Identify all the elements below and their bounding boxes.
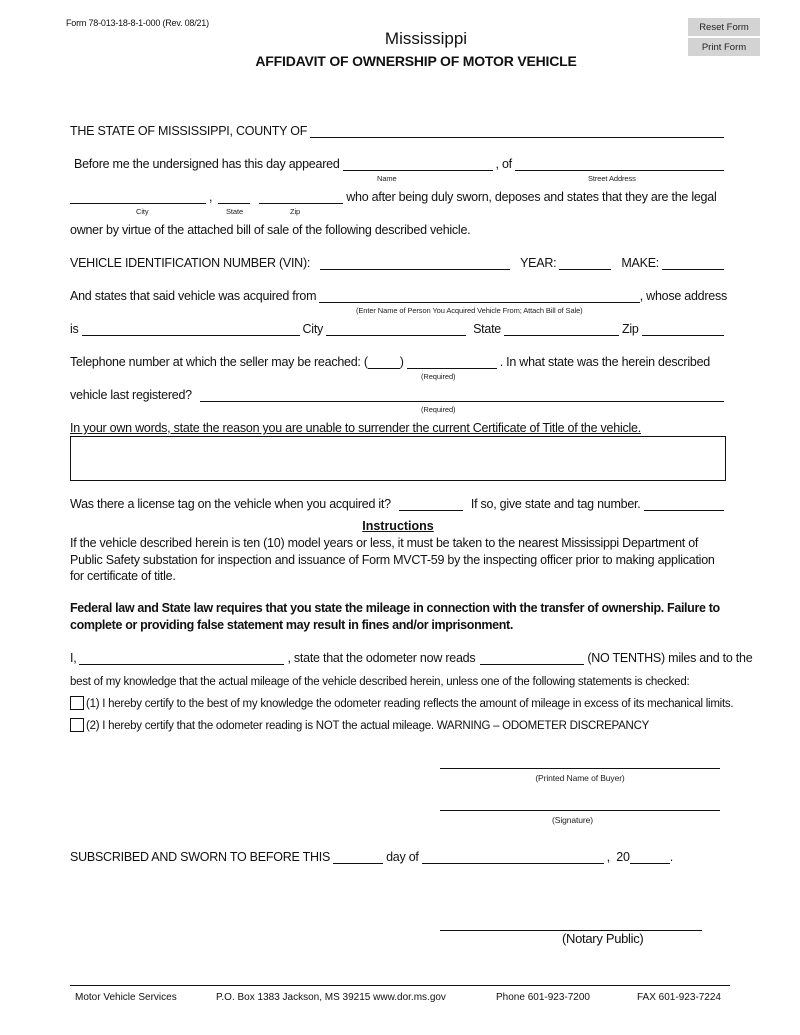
acquired-hint: (Enter Name of Person You Acquired Vehicle From; Attach Bill of Sale) [356, 306, 583, 315]
tag-field[interactable] [399, 498, 463, 511]
day-of-label: day of [386, 850, 419, 864]
phone-required-hint: (Required) [421, 372, 456, 381]
seller-city-field[interactable] [326, 323, 466, 336]
is-label: is [70, 322, 79, 336]
odometer-state-label: , state that the odometer now reads [287, 651, 476, 665]
day-field[interactable] [333, 851, 383, 864]
county-label: THE STATE OF MISSISSIPPI, COUNTY OF [70, 124, 308, 138]
no-tenths-label: (NO TENTHS) miles and to the [587, 651, 753, 665]
acquired-row [70, 287, 727, 303]
phone-after-text: . In what state was the herein described [499, 355, 710, 369]
seller-zip-field[interactable] [642, 323, 724, 336]
notary-label: (Notary Public) [562, 931, 644, 946]
seller-address-row [70, 320, 727, 336]
city-row [70, 188, 727, 204]
registered-label: vehicle last registered? [70, 388, 192, 402]
signature-line[interactable] [440, 810, 720, 811]
owner-text: owner by virtue of the attached bill of sale of the following described vehicle. [70, 223, 471, 237]
footer-dept: Motor Vehicle Services [75, 992, 177, 1003]
tag-row [70, 495, 727, 511]
zip-field[interactable] [259, 191, 343, 204]
option1-row [70, 694, 734, 710]
option2-row [70, 716, 727, 732]
state-heading: Mississippi [384, 29, 468, 48]
registered-required-hint: (Required) [421, 405, 456, 414]
instructions-text: If the vehicle described herein is ten (10) model years or less, it must be taken to the nearest Mississippi Department of Public Safety substation for inspection and issuance of Form MVCT-59 by the inspecting officer prior to making application for certificate of title. [70, 536, 715, 583]
city-hint: City [136, 207, 149, 216]
whose-address-label: , whose address [639, 289, 727, 303]
print-form-button[interactable]: Print Form [688, 38, 760, 56]
not-actual-mileage-checkbox[interactable] [70, 718, 84, 732]
tag-state-label: If so, give state and tag number. [470, 497, 641, 511]
appeared-label: Before me the undersigned has this day appeared [74, 157, 340, 171]
name-field[interactable] [343, 158, 493, 171]
buyer-name-line[interactable] [440, 768, 720, 769]
option2-label: (2) I hereby certify that the odometer reading is NOT the actual mileage. WARNING – ODOMETER DISCREPANCY [86, 720, 650, 732]
mechanical-limits-checkbox[interactable] [70, 696, 84, 710]
acquired-label: And states that said vehicle was acquired from [70, 289, 317, 303]
zip-hint: Zip [290, 207, 301, 216]
reason-textarea[interactable] [70, 436, 726, 481]
sworn-text: who after being duly sworn, deposes and states that they are the legal [346, 190, 717, 204]
city-field[interactable] [70, 191, 206, 204]
year-label: YEAR: [520, 256, 557, 270]
phone-row [70, 353, 727, 369]
vin-field[interactable] [320, 257, 510, 270]
seller-state-field[interactable] [504, 323, 619, 336]
year-prefix: , 20 [606, 850, 630, 864]
footer-phone: Phone 601-923-7200 [496, 992, 590, 1003]
county-field[interactable] [310, 125, 724, 138]
appeared-row [70, 155, 727, 171]
county-row [70, 122, 727, 138]
seller-street-field[interactable] [82, 323, 300, 336]
odometer-row [70, 649, 753, 665]
i-label: I, [70, 651, 77, 665]
form-number: Form 78-013-18-8-1-000 (Rev. 08/21) [66, 18, 209, 28]
year-field[interactable] [559, 257, 611, 270]
street-hint: Street Address [588, 174, 636, 183]
area-code-field[interactable] [368, 356, 400, 369]
option1-label: (1) I hereby certify to the best of my knowledge the odometer reading reflects the amount of mileage in excess of its mechanical limits. [86, 698, 734, 710]
tag-state-field[interactable] [644, 498, 725, 511]
knowledge-text: best of my knowledge that the actual mileage of the vehicle described herein, unless one of the following statements is checked: [70, 676, 690, 688]
buyer-name-label: (Printed Name of Buyer) [535, 773, 625, 783]
sworn-label: SUBSCRIBED AND SWORN TO BEFORE THIS [70, 850, 331, 864]
of-label: , of [495, 157, 512, 171]
month-field[interactable] [422, 851, 604, 864]
reset-form-button[interactable]: Reset Form [688, 18, 760, 36]
seller-name-field[interactable] [319, 290, 639, 303]
instructions-heading: Instructions [362, 519, 434, 533]
signature-label: (Signature) [552, 815, 593, 825]
registered-row [70, 386, 727, 402]
sworn-row [70, 848, 727, 864]
year-suffix-field[interactable] [630, 851, 670, 864]
phone-label: Telephone number at which the seller may be reached: ( [70, 355, 368, 369]
phone-field[interactable] [407, 356, 497, 369]
vin-label: VEHICLE IDENTIFICATION NUMBER (VIN): [70, 256, 311, 270]
tag-label: Was there a license tag on the vehicle when you acquired it? [70, 497, 391, 511]
footer-fax: FAX 601-923-7224 [637, 992, 721, 1003]
street-address-field[interactable] [515, 158, 724, 171]
vin-row [70, 254, 727, 270]
page-title: AFFIDAVIT OF OWNERSHIP OF MOTOR VEHICLE [255, 53, 577, 69]
mileage-warning: Federal law and State law requires that you state the mileage in connection with the transfer of ownership. Failure to complete or providing false statement may result in fines and/or imprisonment. [70, 601, 720, 632]
make-label: MAKE: [621, 256, 660, 270]
name-hint: Name [377, 174, 397, 183]
footer-address: P.O. Box 1383 Jackson, MS 39215 www.dor.ms.gov [216, 992, 446, 1003]
footer-divider [70, 985, 730, 986]
seller-city-label: City [302, 322, 324, 336]
reason-label: In your own words, state the reason you are unable to surrender the current Certificate of Title of the vehicle. [70, 421, 641, 435]
seller-zip-label: Zip [622, 322, 639, 336]
seller-state-label: State [473, 322, 501, 336]
make-field[interactable] [662, 257, 724, 270]
state-field[interactable] [218, 191, 250, 204]
odometer-reading-field[interactable] [480, 652, 584, 665]
registered-state-field[interactable] [200, 389, 724, 402]
phone-paren: ) [399, 355, 404, 369]
comma: , [209, 190, 213, 204]
odometer-name-field[interactable] [79, 652, 284, 665]
period: . [669, 850, 673, 864]
state-hint: State [226, 207, 244, 216]
